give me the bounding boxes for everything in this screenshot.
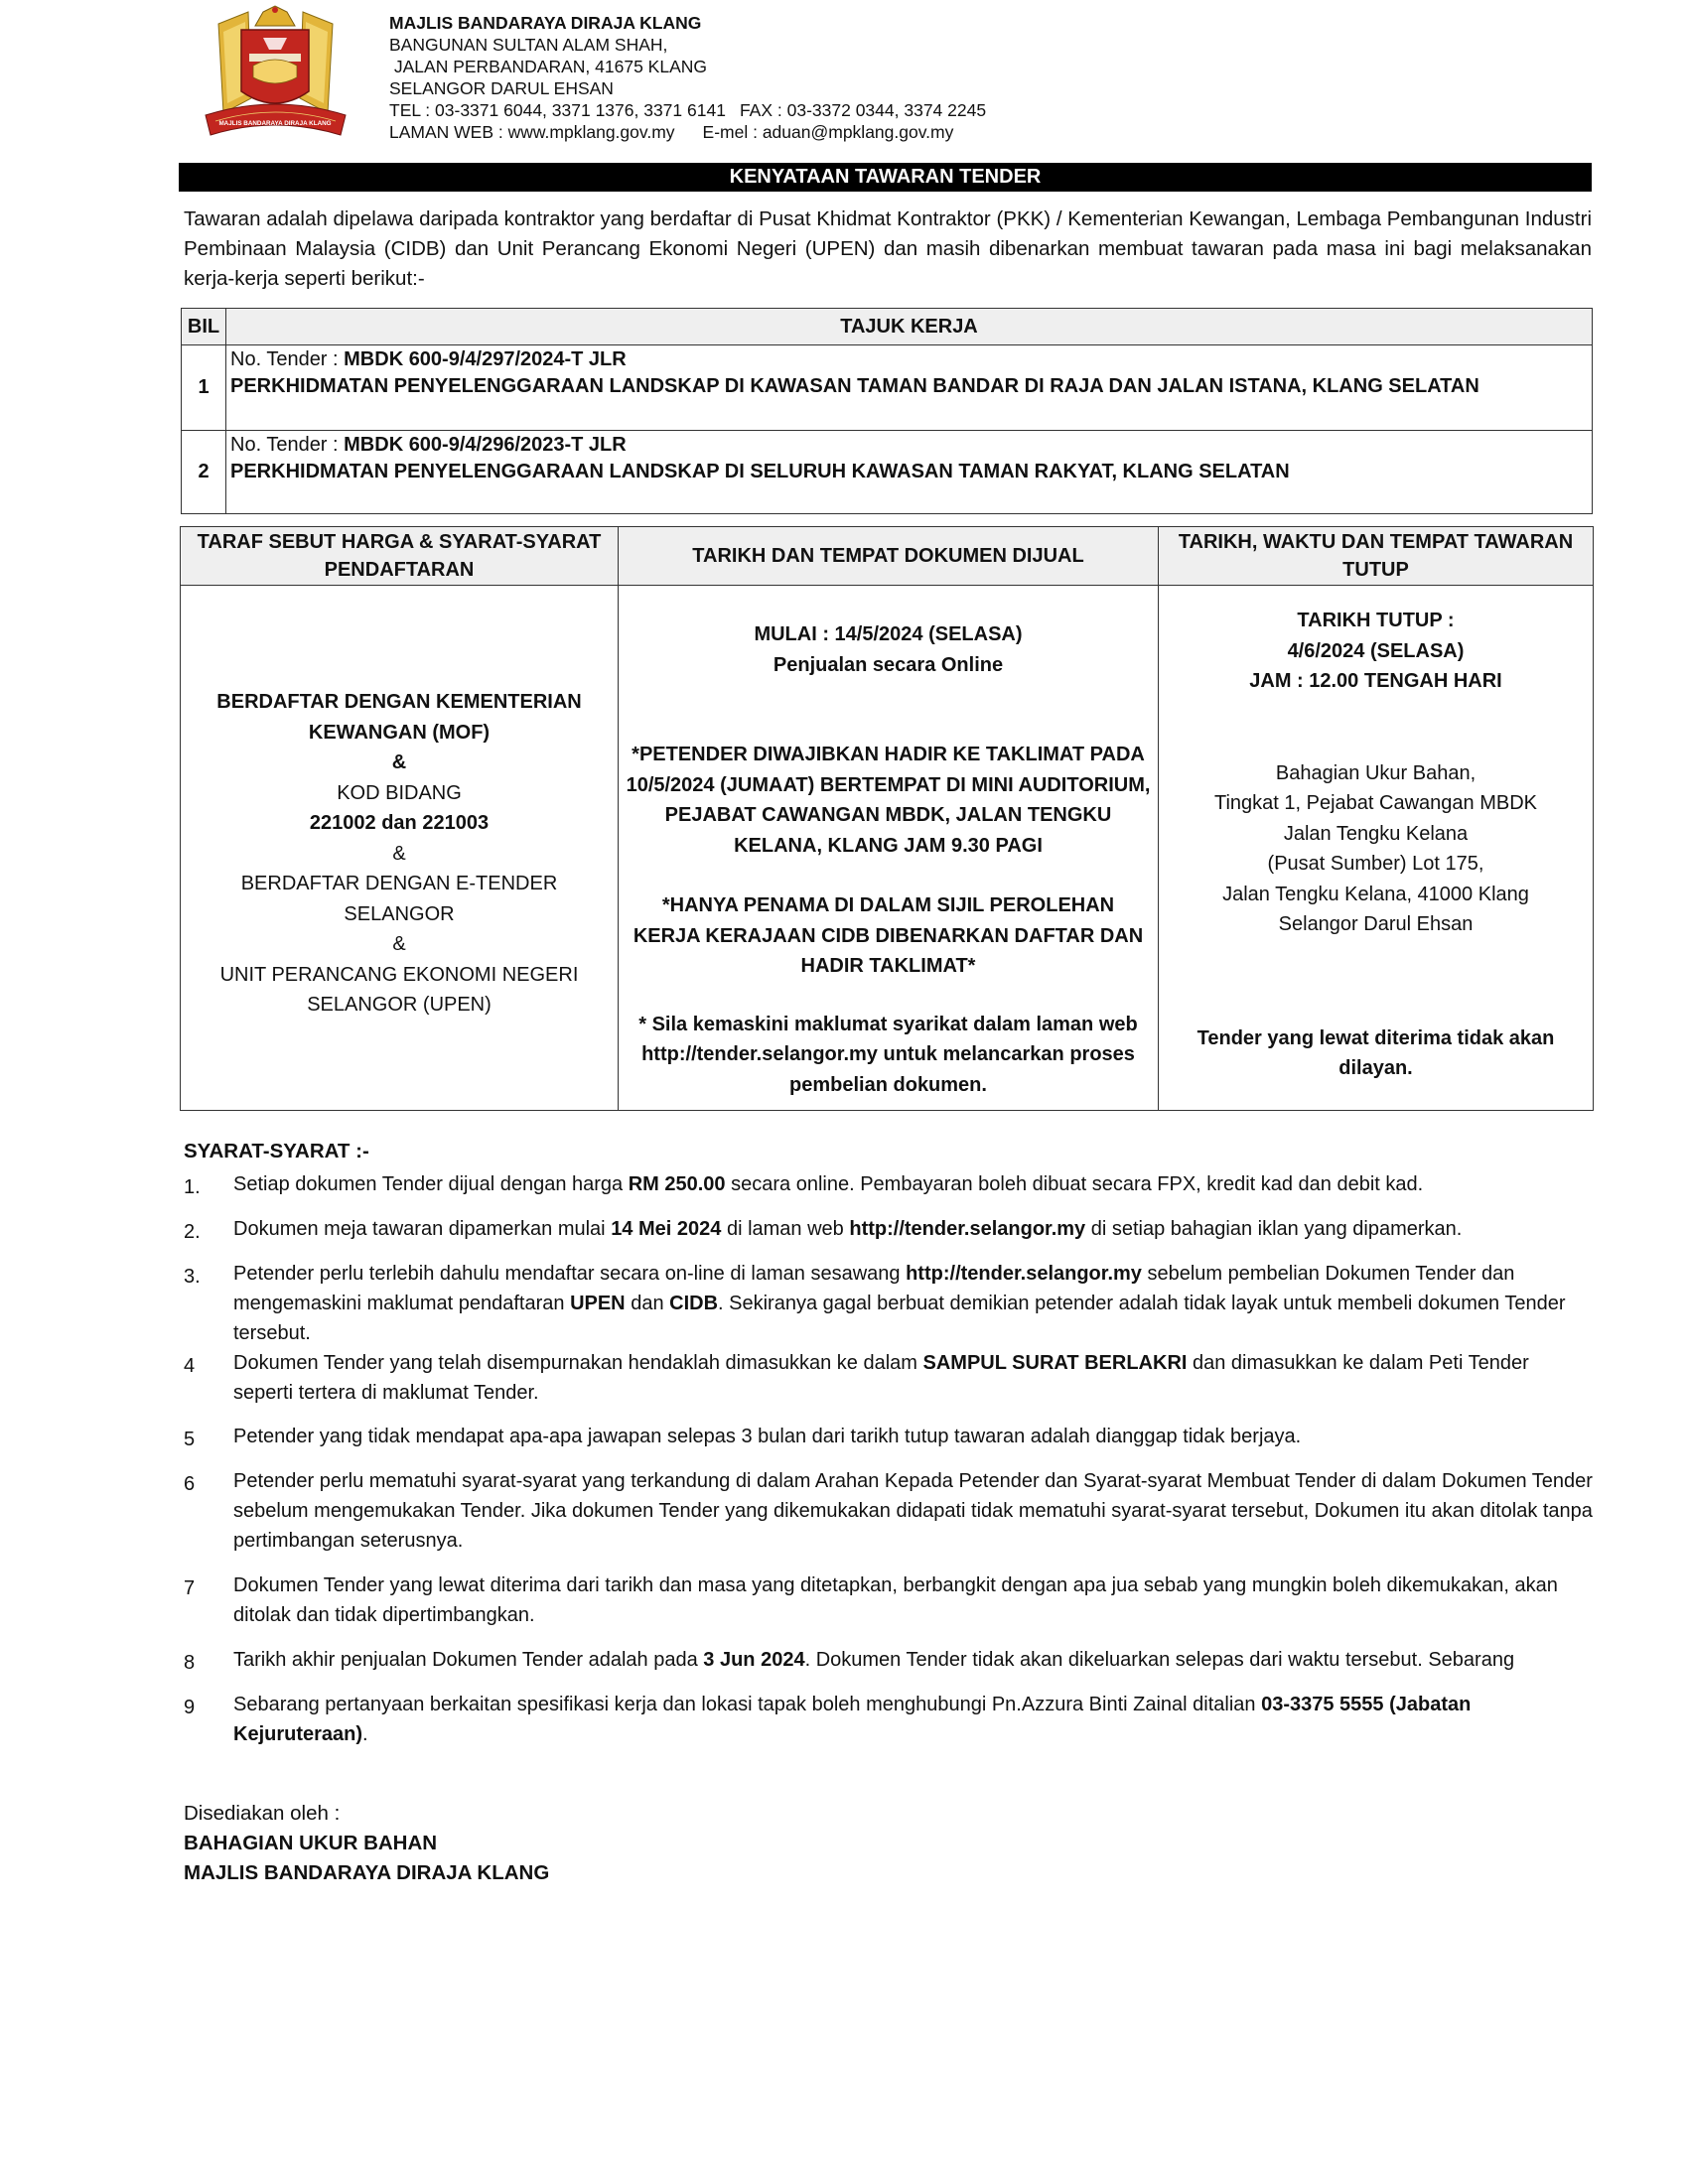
condition-number: 6 [184, 1473, 196, 1495]
job-cell [226, 345, 1593, 431]
condition-fragment: di setiap bahagian iklan yang dipamerkan. [1085, 1218, 1463, 1240]
condition-number: 5 [184, 1429, 196, 1450]
condition-fragment: Petender perlu mematuhi syarat-syarat yang terkandung di dalam Arahan Kepada Petender dan Syarat-syarat Membuat Tender di dalam Dokumen Tender sebelum mengemukakan Tender. Jika dokumen Tender yang dikemukakan didapati tidak mematuhi syarat-syarat tersebut, Dokumen itu akan ditolak tanpa pertimbangan seterusnya. [233, 1470, 1593, 1552]
ampersand: & [392, 933, 406, 955]
closing-address-line: Jalan Tengku Kelana, 41000 Klang [1222, 883, 1529, 905]
condition-number: 9 [184, 1697, 196, 1718]
tender-details-table [180, 526, 1594, 1111]
condition-fragment: dan dimasukkan ke dalam Peti Tender seperti tertera di maklumat Tender. [233, 1352, 1529, 1404]
condition-fragment: sebelum pembelian Dokumen Tender dan mengemaskini maklumat pendaftaran [233, 1263, 1515, 1314]
fax-text: FAX : 03-3372 0344, 3374 2245 [739, 100, 987, 120]
closing-date: 4/6/2024 (SELASA) [1287, 639, 1465, 662]
condition-emphasis: UPEN [570, 1293, 626, 1314]
condition-emphasis: RM 250.00 [628, 1173, 726, 1195]
details-row [181, 586, 1594, 1111]
etender-registration: BERDAFTAR DENGAN E-TENDER SELANGOR [240, 873, 558, 925]
row-number: 1 [182, 345, 226, 431]
condition-emphasis: http://tender.selangor.my [906, 1263, 1142, 1285]
column-header-registration: TARAF SEBUT HARGA & SYARAT-SYARAT PENDAFTARAN [181, 527, 619, 586]
condition-text [233, 1259, 1594, 1348]
address-line-1: BANGUNAN SULTAN ALAM SHAH, [389, 35, 668, 55]
closing-date-label: TARIKH TUTUP : [1297, 610, 1455, 631]
jobs-table-header [182, 309, 1593, 345]
tender-number: MBDK 600-9/4/297/2024-T JLR [344, 348, 627, 370]
late-tender-notice: Tender yang lewat diterima tidak akan dilayan. [1196, 1026, 1555, 1079]
condition-fragment: Sebarang pertanyaan berkaitan spesifikasi kerja dan lokasi tapak boleh menghubungi Pn.Azzura Binti Zainal ditalian [233, 1694, 1262, 1715]
sale-start-date: MULAI : 14/5/2024 (SELASA) [754, 623, 1023, 645]
condition-emphasis: SAMPUL SURAT BERLAKRI [922, 1352, 1188, 1374]
condition-number: 2. [184, 1221, 201, 1243]
briefing-notice: *PETENDER DIWAJIBKAN HADIR KE TAKLIMAT PADA 10/5/2024 (JUMAAT) BERTEMPAT DI MINI AUDITORIUM, PEJABAT CAWANGAN MBDK, JALAN TENGKU KELANA, KLANG JAM 9.30 PAGI [626, 744, 1151, 857]
condition-text [233, 1214, 1594, 1244]
condition-text [233, 1645, 1594, 1675]
condition-fragment: . [362, 1723, 368, 1745]
ampersand: & [392, 842, 406, 865]
notice-title-banner: KENYATAAN TAWARAN TENDER [179, 163, 1592, 192]
condition-fragment: Dokumen meja tawaran dipamerkan mulai [233, 1218, 612, 1240]
condition-text [233, 1466, 1594, 1556]
tender-prefix: No. Tender : [230, 434, 345, 456]
condition-text [233, 1169, 1594, 1199]
condition-emphasis: 14 Mei 2024 [611, 1218, 722, 1240]
email-link[interactable]: E-mel : aduan@mpklang.gov.my [702, 122, 954, 142]
sale-online-text: Penjualan secara Online [773, 653, 1004, 676]
website-link[interactable]: LAMAN WEB : www.mpklang.gov.my [389, 122, 675, 142]
condition-emphasis: 03-3375 5555 (Jabatan Kejuruteraan) [233, 1694, 1472, 1745]
closing-address-line: (Pusat Sumber) Lot 175, [1267, 853, 1484, 875]
condition-fragment: secara online. Pembayaran boleh dibuat secara FPX, kredit kad dan debit kad. [725, 1173, 1424, 1195]
closing-address-line: Bahagian Ukur Bahan, [1275, 761, 1477, 784]
job-title: PERKHIDMATAN PENYELENGGARAAN LANDSKAP DI SELURUH KAWASAN TAMAN RAKYAT, KLANG SELATAN [230, 461, 1290, 482]
condition-number: 3. [184, 1266, 201, 1288]
condition-fragment: Petender perlu terlebih dahulu mendaftar secara on-line di laman sesawang [233, 1263, 907, 1285]
table-row [182, 345, 1593, 431]
closing-time: JAM : 12.00 TENGAH HARI [1249, 670, 1502, 692]
condition-number: 7 [184, 1577, 196, 1599]
phone-text: TEL : 03-3371 6044, 3371 1376, 3371 6141 [389, 100, 726, 120]
closing-cell [1159, 586, 1594, 1111]
mbdk-crest-logo [194, 4, 357, 153]
condition-text [233, 1570, 1594, 1630]
jobs-table [181, 308, 1593, 514]
contact-phone-fax-line [389, 99, 986, 121]
column-header-sale: TARIKH DAN TEMPAT DOKUMEN DIJUAL [619, 527, 1159, 586]
address-line-2: JALAN PERBANDARAN, 41675 KLANG [389, 57, 707, 76]
tender-number: MBDK 600-9/4/296/2023-T JLR [344, 434, 627, 456]
job-cell [226, 431, 1593, 514]
condition-number: 8 [184, 1652, 196, 1674]
tender-prefix: No. Tender : [230, 348, 345, 370]
prepared-by-block [184, 1799, 549, 1888]
condition-fragment: . Sekiranya gagal berbuat demikian petender adalah tidak layak untuk membeli dokumen Tender tersebut. [233, 1293, 1566, 1344]
condition-number: 1. [184, 1176, 201, 1198]
condition-fragment: Petender yang tidak mendapat apa-apa jawapan selepas 3 bulan dari tarikh tutup tawaran adalah dianggap tidak berjaya. [233, 1426, 1302, 1447]
condition-emphasis: 3 Jun 2024 [703, 1649, 805, 1671]
mof-registration: BERDAFTAR DENGAN KEMENTERIAN KEWANGAN (MOF) [216, 691, 582, 744]
column-header-closing: TARIKH, WAKTU DAN TEMPAT TAWARAN TUTUP [1159, 527, 1594, 586]
condition-number: 4 [184, 1355, 196, 1377]
condition-fragment: Dokumen Tender yang telah disempurnakan hendaklah dimasukkan ke dalam [233, 1352, 923, 1374]
condition-fragment: Tarikh akhir penjualan Dokumen Tender adalah pada [233, 1649, 704, 1671]
condition-text [233, 1422, 1594, 1451]
prepared-by-department: BAHAGIAN UKUR BAHAN [184, 1832, 438, 1854]
prepared-by-label: Disediakan oleh : [184, 1802, 341, 1825]
cidb-notice: *HANYA PENAMA DI DALAM SIJIL PEROLEHAN KERJA KERAJAAN CIDB DIBENARKAN DAFTAR DAN HADIR TAKLIMAT* [633, 894, 1144, 977]
closing-address-line: Selangor Darul Ehsan [1278, 913, 1474, 935]
closing-address-line: Jalan Tengku Kelana [1283, 822, 1469, 845]
condition-text [233, 1690, 1594, 1749]
condition-fragment: di laman web [721, 1218, 850, 1240]
job-title: PERKHIDMATAN PENYELENGGARAAN LANDSKAP DI KAWASAN TAMAN BANDAR DI RAJA DAN JALAN ISTANA, KLANG SELATAN [230, 375, 1479, 397]
table-row [182, 431, 1593, 514]
intro-paragraph: Tawaran adalah dipelawa daripada kontraktor yang berdaftar di Pusat Khidmat Kontraktor (PKK) / Kementerian Kewangan, Lembaga Pembangunan Industri Pembinaan Malaysia (CIDB) dan Unit Perancang Ekonomi Negeri (UPEN) dan masih dibenarkan membuat tawaran pada masa ini bagi melaksanakan kerja-kerja seperti berikut:- [184, 207, 1592, 290]
condition-emphasis: CIDB [669, 1293, 719, 1314]
update-profile-notice: * Sila kemaskini maklumat syarikat dalam laman web http://tender.selangor.my untuk melancarkan proses pembelian dokumen. [638, 1013, 1138, 1096]
kod-bidang-codes: 221002 dan 221003 [309, 812, 490, 834]
condition-emphasis: http://tender.selangor.my [849, 1218, 1086, 1240]
column-header-title: TAJUK KERJA [226, 309, 1593, 345]
conditions-title: SYARAT-SYARAT :- [184, 1140, 369, 1162]
crest-ribbon-text: MAJLIS BANDARAYA DIRAJA KLANG [218, 120, 332, 127]
organisation-name: MAJLIS BANDARAYA DIRAJA KLANG [389, 13, 702, 33]
condition-fragment: Dokumen Tender yang lewat diterima dari tarikh dan masa yang ditetapkan, berbangkit dengan apa jua sebab yang mungkin boleh dikemukakan, akan ditolak dan tidak dipertimbangkan. [233, 1574, 1558, 1626]
prepared-by-organisation: MAJLIS BANDARAYA DIRAJA KLANG [184, 1861, 550, 1884]
details-table-header [181, 527, 1594, 586]
ampersand: & [391, 751, 407, 773]
contact-web-email-line [389, 121, 986, 143]
organisation-address-block [389, 12, 986, 143]
condition-fragment: . Dokumen Tender tidak akan dikeluarkan selepas dari waktu tersebut. Sebarang [804, 1649, 1515, 1671]
upen-registration: UNIT PERANCANG EKONOMI NEGERI SELANGOR (UPEN) [219, 963, 579, 1016]
kod-bidang-label: KOD BIDANG [337, 781, 462, 804]
column-header-bil: BIL [182, 309, 226, 345]
sale-cell [619, 586, 1159, 1111]
registration-cell [181, 586, 619, 1111]
condition-fragment: Setiap dokumen Tender dijual dengan harga [233, 1173, 629, 1195]
condition-text [233, 1348, 1594, 1408]
condition-fragment: dan [625, 1293, 670, 1314]
row-number: 2 [182, 431, 226, 514]
closing-address-line: Tingkat 1, Pejabat Cawangan MBDK [1214, 792, 1537, 814]
address-line-3: SELANGOR DARUL EHSAN [389, 78, 614, 98]
